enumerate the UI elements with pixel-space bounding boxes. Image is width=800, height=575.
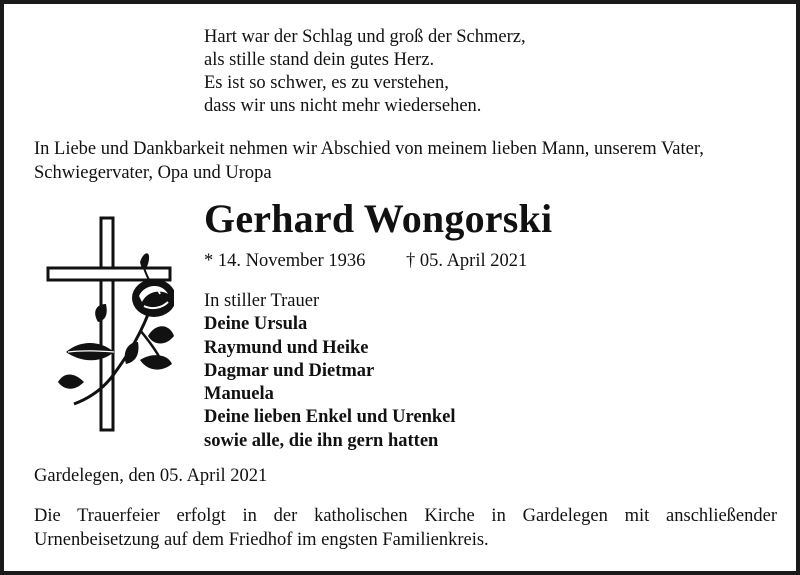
funeral-information: Die Trauerfeier erfolgt in der katholischen Kirche in Gardelegen mit anschließender Urnenbeisetzung auf dem Friedhof im engsten Familienkreis. xyxy=(34,506,777,550)
mourner-name: Manuela xyxy=(204,384,274,405)
poem-line: als stille stand dein gutes Herz. xyxy=(204,50,435,70)
memorial-poem xyxy=(204,26,526,118)
poem-line: dass wir uns nicht mehr wiedersehen. xyxy=(204,96,482,116)
mourners-list xyxy=(204,290,456,453)
mourner-name: sowie alle, die ihn gern hatten xyxy=(204,430,439,451)
life-dates xyxy=(204,249,527,273)
mourner-name: Dagmar und Dietmar xyxy=(204,360,375,381)
mourning-lead: In stiller Trauer xyxy=(204,291,320,311)
mourner-name: Deine Ursula xyxy=(204,314,308,335)
place-and-date: Gardelegen, den 05. April 2021 xyxy=(34,466,268,486)
intro-text: In Liebe und Dankbarkeit nehmen wir Abschied von meinem lieben Mann, unserem Vater, Schwiegervater, Opa und Uropa xyxy=(34,139,704,183)
birth-date: * 14. November 1936 xyxy=(204,251,366,271)
cross-with-rose-icon xyxy=(44,212,174,432)
poem-line: Es ist so schwer, es zu verstehen, xyxy=(204,73,449,93)
poem-line: Hart war der Schlag und groß der Schmerz, xyxy=(204,27,526,47)
deceased-name: Gerhard Wongorski xyxy=(204,196,553,241)
mourner-name: Deine lieben Enkel und Urenkel xyxy=(204,407,456,428)
mourner-name: Raymund und Heike xyxy=(204,337,369,358)
death-date: † 05. April 2021 xyxy=(405,251,528,271)
